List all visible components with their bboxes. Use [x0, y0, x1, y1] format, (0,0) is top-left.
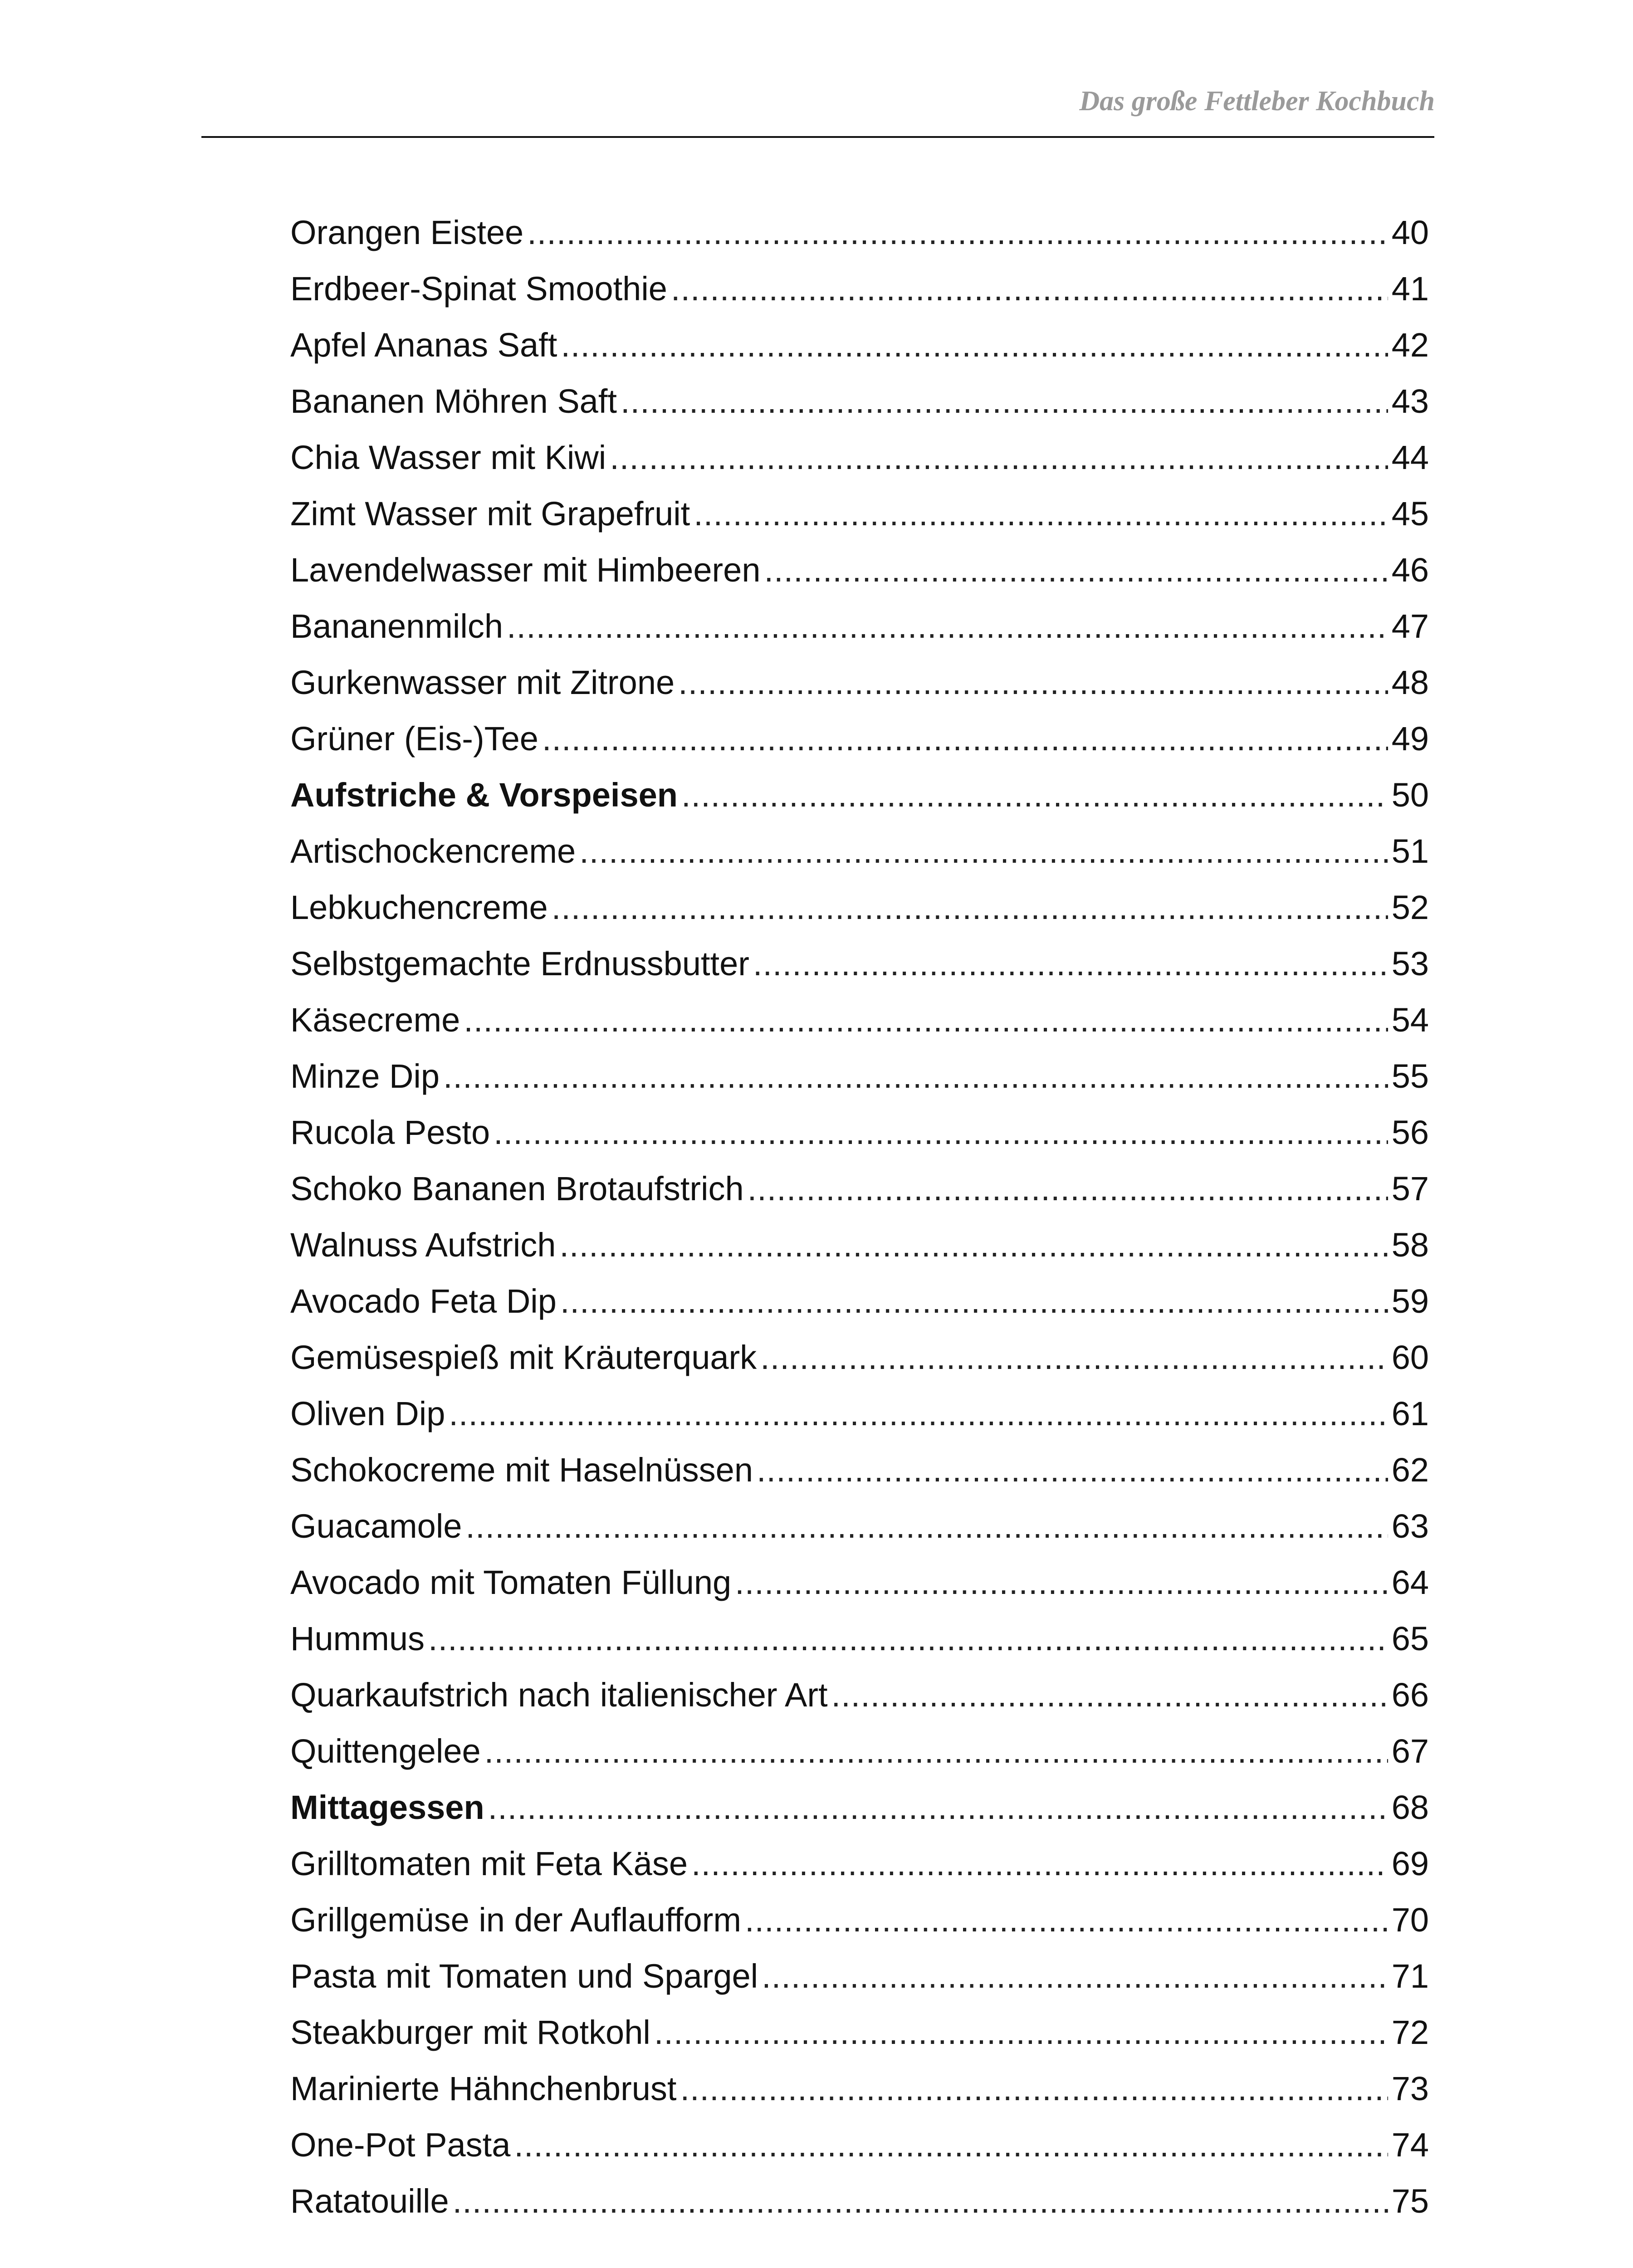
toc-entry-title: Selbstgemachte Erdnussbutter	[290, 945, 749, 982]
toc-page-number: 72	[1391, 2014, 1429, 2051]
toc-entry[interactable]	[290, 317, 1429, 373]
toc-entry[interactable]	[290, 261, 1429, 317]
toc-entry[interactable]	[290, 542, 1429, 598]
toc-page-number: 56	[1391, 1114, 1429, 1151]
toc-page-number: 51	[1391, 832, 1429, 870]
toc-entry[interactable]	[290, 2004, 1429, 2061]
toc-entry-title: Lavendelwasser mit Himbeeren	[290, 551, 761, 589]
toc-entry[interactable]	[290, 1386, 1429, 1442]
toc-entry-title: Orangen Eistee	[290, 214, 524, 251]
toc-page-number: 66	[1391, 1676, 1429, 1714]
toc-dot-leader	[527, 216, 1388, 249]
toc-entry-title: Avocado mit Tomaten Füllung	[290, 1564, 732, 1601]
toc-dot-leader	[680, 2072, 1388, 2106]
toc-page-number: 48	[1391, 664, 1429, 701]
toc-entry-title: Pasta mit Tomaten und Spargel	[290, 1957, 758, 1995]
toc-entry[interactable]	[290, 992, 1429, 1048]
toc-entry-title: Ratatouille	[290, 2182, 449, 2220]
toc-dot-leader	[748, 1172, 1388, 1206]
toc-entry[interactable]	[290, 1892, 1429, 1948]
toc-entry[interactable]	[290, 2117, 1429, 2173]
toc-entry[interactable]	[290, 880, 1429, 936]
toc-page-number: 59	[1391, 1282, 1429, 1320]
toc-dot-leader	[552, 891, 1388, 924]
toc-entry-title: Lebkuchencreme	[290, 889, 548, 926]
toc-page-number: 53	[1391, 945, 1429, 982]
toc-section-heading[interactable]	[290, 767, 1429, 823]
toc-dot-leader	[559, 1228, 1388, 1262]
toc-dot-leader	[753, 947, 1388, 981]
toc-entry-title: Quittengelee	[290, 1732, 481, 1770]
toc-entry[interactable]	[290, 1105, 1429, 1161]
toc-entry-title: Zimt Wasser mit Grapefruit	[290, 495, 690, 533]
toc-dot-leader	[671, 272, 1388, 306]
toc-entry-title: Chia Wasser mit Kiwi	[290, 439, 606, 476]
toc-entry-title: Mittagessen	[290, 1789, 484, 1826]
toc-page-number: 50	[1391, 776, 1429, 814]
toc-entry[interactable]	[290, 1948, 1429, 2004]
toc-entry[interactable]	[290, 1330, 1429, 1386]
toc-page-number: 68	[1391, 1789, 1429, 1826]
toc-entry-title: Schokocreme mit Haselnüssen	[290, 1451, 753, 1489]
toc-dot-leader	[831, 1678, 1388, 1712]
toc-entry[interactable]	[290, 2061, 1429, 2117]
toc-entry-title: Gemüsespieß mit Kräuterquark	[290, 1339, 757, 1376]
toc-page-number: 52	[1391, 889, 1429, 926]
toc-dot-leader	[764, 553, 1388, 587]
toc-dot-leader	[488, 1791, 1388, 1824]
toc-entry[interactable]	[290, 1161, 1429, 1217]
toc-entry[interactable]	[290, 1273, 1429, 1330]
toc-entry-title: Schoko Bananen Brotaufstrich	[290, 1170, 744, 1207]
toc-entry[interactable]	[290, 655, 1429, 711]
toc-page-number: 64	[1391, 1564, 1429, 1601]
toc-page-number: 41	[1391, 270, 1429, 308]
toc-entry-title: Apfel Ananas Saft	[290, 326, 557, 364]
toc-entry-title: Minze Dip	[290, 1057, 440, 1095]
toc-dot-leader	[579, 835, 1388, 868]
toc-dot-leader	[691, 1847, 1388, 1881]
toc-page-number: 44	[1391, 439, 1429, 476]
toc-entry[interactable]	[290, 1611, 1429, 1667]
toc-page-number: 55	[1391, 1057, 1429, 1095]
toc-entry[interactable]	[290, 1723, 1429, 1779]
table-of-contents	[290, 205, 1429, 2229]
toc-page-number: 57	[1391, 1170, 1429, 1207]
toc-page-number: 63	[1391, 1507, 1429, 1545]
toc-entry[interactable]	[290, 1048, 1429, 1105]
toc-entry[interactable]	[290, 486, 1429, 542]
toc-dot-leader	[735, 1566, 1388, 1599]
toc-entry[interactable]	[290, 1217, 1429, 1273]
toc-entry-title: Bananen Möhren Saft	[290, 382, 617, 420]
toc-entry-title: Grüner (Eis-)Tee	[290, 720, 538, 758]
toc-page-number: 49	[1391, 720, 1429, 758]
running-header: Das große Fettleber Kochbuch	[1079, 86, 1435, 117]
toc-section-heading[interactable]	[290, 1779, 1429, 1836]
toc-dot-leader	[484, 1735, 1388, 1768]
toc-dot-leader	[757, 1453, 1388, 1487]
toc-page-number: 47	[1391, 607, 1429, 645]
toc-dot-leader	[542, 722, 1388, 756]
toc-entry[interactable]	[290, 1442, 1429, 1498]
toc-dot-leader	[443, 1060, 1388, 1093]
toc-entry[interactable]	[290, 1498, 1429, 1554]
toc-dot-leader	[762, 1960, 1388, 1993]
toc-dot-leader	[514, 2128, 1388, 2162]
toc-dot-leader	[621, 385, 1388, 418]
toc-dot-leader	[464, 1003, 1388, 1037]
toc-entry-title: Oliven Dip	[290, 1395, 445, 1432]
toc-dot-leader	[694, 497, 1388, 531]
toc-entry[interactable]	[290, 430, 1429, 486]
toc-page-number: 40	[1391, 214, 1429, 251]
toc-page-number: 74	[1391, 2126, 1429, 2164]
toc-page-number: 73	[1391, 2070, 1429, 2107]
toc-dot-leader	[507, 610, 1388, 643]
toc-entry-title: Bananenmilch	[290, 607, 503, 645]
toc-page-number: 46	[1391, 551, 1429, 589]
header-rule	[201, 136, 1434, 138]
toc-entry-title: One-Pot Pasta	[290, 2126, 511, 2164]
toc-entry-title: Artischockencreme	[290, 832, 576, 870]
toc-dot-leader	[561, 328, 1388, 362]
toc-entry[interactable]	[290, 711, 1429, 767]
toc-page-number: 61	[1391, 1395, 1429, 1432]
toc-entry[interactable]	[290, 2173, 1429, 2229]
toc-page-number: 62	[1391, 1451, 1429, 1489]
toc-page-number: 75	[1391, 2182, 1429, 2220]
toc-entry-title: Erdbeer-Spinat Smoothie	[290, 270, 667, 308]
toc-entry-title: Käsecreme	[290, 1001, 460, 1039]
toc-page-number: 67	[1391, 1732, 1429, 1770]
toc-page-number: 71	[1391, 1957, 1429, 1995]
toc-entry-title: Guacamole	[290, 1507, 462, 1545]
toc-page-number: 70	[1391, 1901, 1429, 1939]
toc-page-number: 69	[1391, 1845, 1429, 1882]
toc-page-number: 54	[1391, 1001, 1429, 1039]
toc-entry-title: Gurkenwasser mit Zitrone	[290, 664, 675, 701]
toc-entry-title: Steakburger mit Rotkohl	[290, 2014, 650, 2051]
toc-entry[interactable]	[290, 823, 1429, 880]
toc-entry-title: Quarkaufstrich nach italienischer Art	[290, 1676, 828, 1714]
toc-entry[interactable]	[290, 205, 1429, 261]
toc-entry[interactable]	[290, 373, 1429, 430]
toc-dot-leader	[449, 1397, 1388, 1431]
toc-entry[interactable]	[290, 1667, 1429, 1723]
toc-dot-leader	[465, 1510, 1388, 1543]
toc-entry[interactable]	[290, 598, 1429, 655]
toc-entry-title: Avocado Feta Dip	[290, 1282, 557, 1320]
toc-dot-leader	[453, 2185, 1388, 2218]
toc-entry[interactable]	[290, 1554, 1429, 1611]
toc-page-number: 43	[1391, 382, 1429, 420]
toc-entry-title: Marinierte Hähnchenbrust	[290, 2070, 677, 2107]
toc-entry-title: Walnuss Aufstrich	[290, 1226, 556, 1264]
toc-entry-title: Aufstriche & Vorspeisen	[290, 776, 678, 814]
toc-page-number: 65	[1391, 1620, 1429, 1657]
toc-dot-leader	[760, 1341, 1388, 1374]
toc-dot-leader	[428, 1622, 1388, 1656]
toc-dot-leader	[494, 1116, 1388, 1149]
toc-dot-leader	[678, 666, 1388, 699]
toc-dot-leader	[654, 2016, 1388, 2049]
toc-entry[interactable]	[290, 1836, 1429, 1892]
toc-page-number: 58	[1391, 1226, 1429, 1264]
toc-entry-title: Rucola Pesto	[290, 1114, 490, 1151]
toc-dot-leader	[681, 778, 1388, 812]
toc-dot-leader	[610, 441, 1388, 474]
toc-entry-title: Hummus	[290, 1620, 425, 1657]
toc-page-number: 42	[1391, 326, 1429, 364]
toc-page-number: 45	[1391, 495, 1429, 533]
toc-page-number: 60	[1391, 1339, 1429, 1376]
toc-dot-leader	[560, 1285, 1388, 1318]
toc-entry-title: Grilltomaten mit Feta Käse	[290, 1845, 688, 1882]
toc-entry-title: Grillgemüse in der Auflaufform	[290, 1901, 741, 1939]
toc-dot-leader	[745, 1903, 1388, 1937]
toc-entry[interactable]	[290, 936, 1429, 992]
